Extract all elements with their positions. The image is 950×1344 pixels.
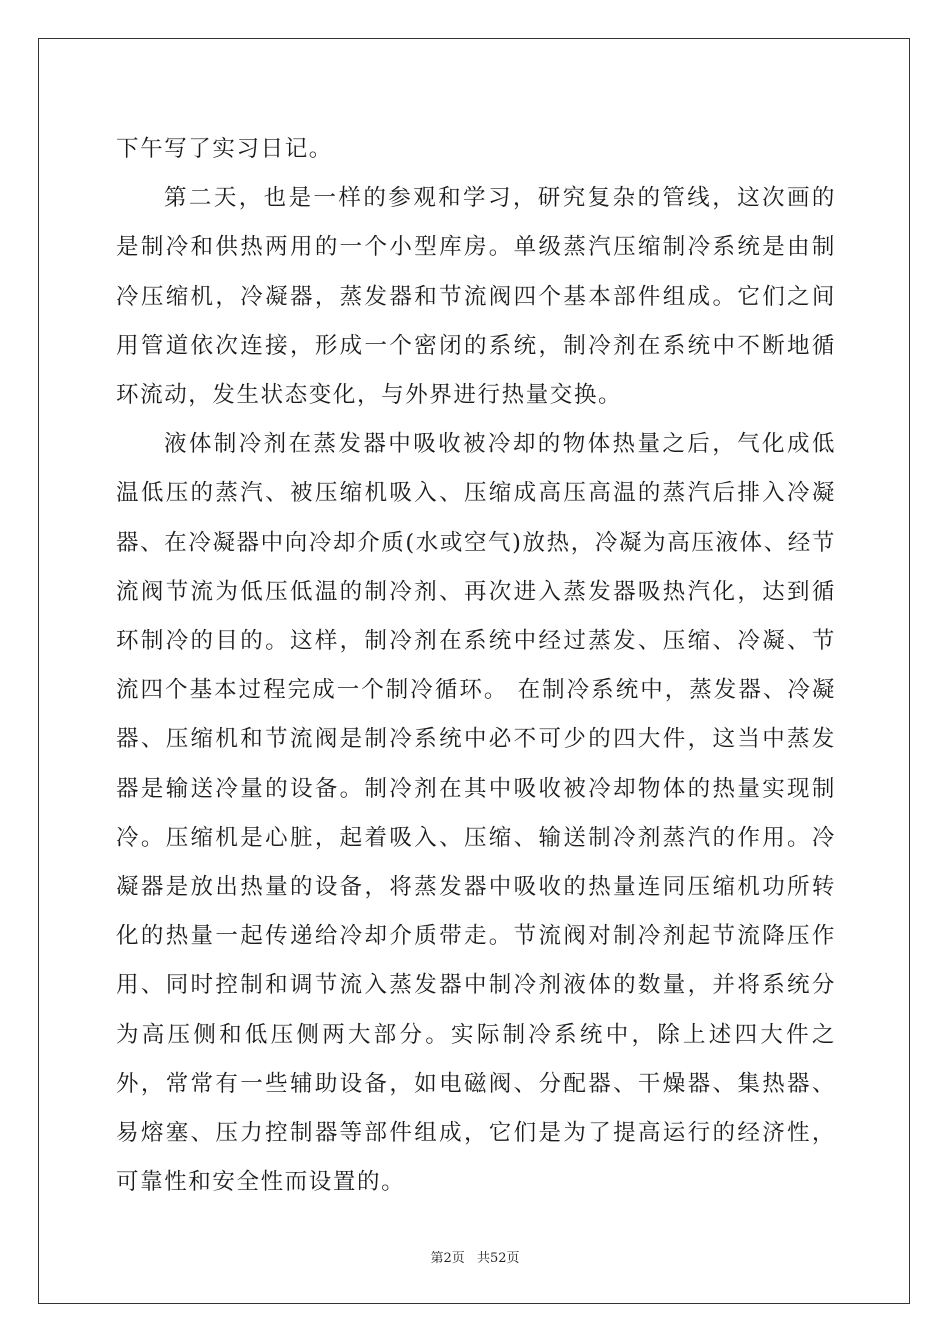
paragraph-continuation: 下午写了实习日记。 <box>116 136 333 162</box>
paragraph-refrigeration-cycle: 液体制冷剂在蒸发器中吸收被冷却的物体热量之后，气化成低温低压的蒸汽、被压缩机吸入、压缩成高压高温的蒸汽后排入冷凝器、在冷凝器中向冷却介质(水或空气)放热，冷凝为高压液体、经节流阀节流为低压低温的制冷剂、再次进入蒸发器吸热汽化，达到循环制冷的目的。这样，制冷剂在系统中经过蒸发、压缩、冷凝、节流四个基本过程完成一个制冷循环。 在制冷系统中，蒸发器、冷凝器、压缩机和节流阀是制冷系统中必不可少的四大件，这当中蒸发器是输送冷量的设备。制冷剂在其中吸收被冷却物体的热量实现制冷。压缩机是心脏，起着吸入、压缩、输送制冷剂蒸汽的作用。冷凝器是放出热量的设备，将蒸发器中吸收的热量连同压缩机功所转化的热量一起传递给冷却介质带走。节流阀对制冷剂起节流降压作用、同时控制和调节流入蒸发器中制冷剂液体的数量，并将系统分为高压侧和低压侧两大部分。实际制冷系统中，除上述四大件之外，常常有一些辅助设备，如电磁阀、分配器、干燥器、集热器、易熔塞、压力控制器等部件组成，它们是为了提高运行的经济性，可靠性和安全性而设置的。 <box>116 431 836 1196</box>
paragraph-day-two: 第二天，也是一样的参观和学习，研究复杂的管线，这次画的是制冷和供热两用的一个小型库房。单级蒸汽压缩制冷系统是由制冷压缩机，冷凝器，蒸发器和节流阀四个基本部件组成。它们之间用管道依次连接，形成一个密闭的系统，制冷剂在系统中不断地循环流动，发生状态变化，与外界进行热量交换。 <box>116 185 836 409</box>
page-number: 第2页 <box>430 1251 465 1266</box>
document-body <box>116 125 836 1207</box>
page-footer <box>0 1247 950 1266</box>
page-total: 共52页 <box>476 1251 520 1266</box>
